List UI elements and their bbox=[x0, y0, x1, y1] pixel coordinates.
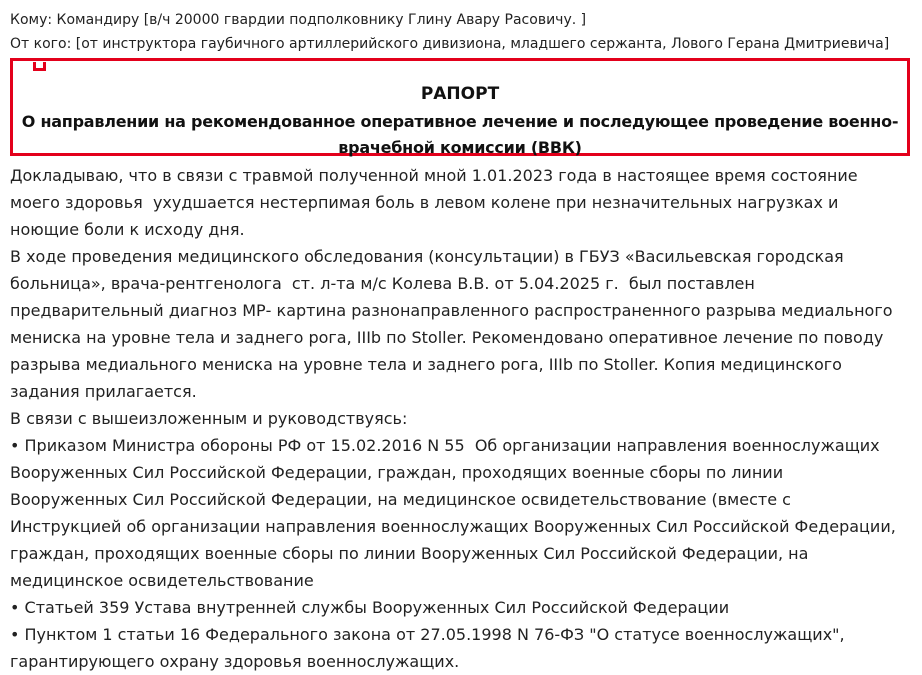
list-item-order-55: • Приказом Министра обороны РФ от 15.02.2016 N 55 Об организации направления военнослужащих Вооруженных Сил Российской Федерации, граждан, проходящих военные сборы по линии Вооруженных Сил Российской Федерации, на медицинское освидетельствование (вместе с Инструкцией об организации направления военнослужащих Вооруженных Сил Российской Федерации, граждан, проходящих военные сборы по линии Вооруженных Сил Российской Федерации, на медицинское освидетельствование bbox=[10, 436, 901, 590]
list-item-federal-law: • Пунктом 1 статьи 16 Федерального закона от 27.05.1998 N 76-ФЗ "О статусе военнослужащих", гарантирующего охрану здоровья военнослужащих. bbox=[10, 625, 850, 671]
selection-marker bbox=[33, 62, 46, 71]
paragraph-injury: Докладываю, что в связи с травмой полученной мной 1.01.2023 года в настоящее время состояние моего здоровья ухудшается нестерпимая боль в левом колене при незначительных нагрузках и ноющие боли к исходу дня. bbox=[10, 166, 863, 239]
report-body bbox=[10, 162, 905, 675]
paragraph-diagnosis: В ходе проведения медицинского обследования (консультации) в ГБУЗ «Васильевская городская больница», врача-рентгенолога ст. л-та м/с Колева В.В. от 5.04.2025 г. был поставлен предварительный диагноз МР- картина разнонаправленного распространенного разрыва медиального мениска на уровне тела и заднего рога, IIIb по Stoller. Рекомендовано оперативное лечение по поводу разрыва медиального мениска на уровне тела и заднего рога, IIIb по Stoller. Копия медицинского задания прилагается. bbox=[10, 247, 898, 401]
report-title: РАПОРТ bbox=[420, 84, 500, 104]
title-highlight-box bbox=[10, 58, 910, 156]
addressee-line: Кому: Командиру [в/ч 20000 гвардии подполковнику Глину Авару Расовичу. ] bbox=[10, 12, 587, 28]
sender-line: От кого: [от инструктора гаубичного артиллерийского дивизиона, младшего сержанта, Лового Герана Дмитриевича] bbox=[10, 36, 890, 52]
report-subtitle: О направлении на рекомендованное оперативное лечение и последующее проведение военно-врачебной комиссии (ВВК) bbox=[21, 112, 899, 157]
paragraph-grounds-intro: В связи с вышеизложенным и руководствуясь: bbox=[10, 409, 408, 428]
list-item-article-359: • Статьей 359 Устава внутренней службы Вооруженных Сил Российской Федерации bbox=[10, 598, 730, 617]
